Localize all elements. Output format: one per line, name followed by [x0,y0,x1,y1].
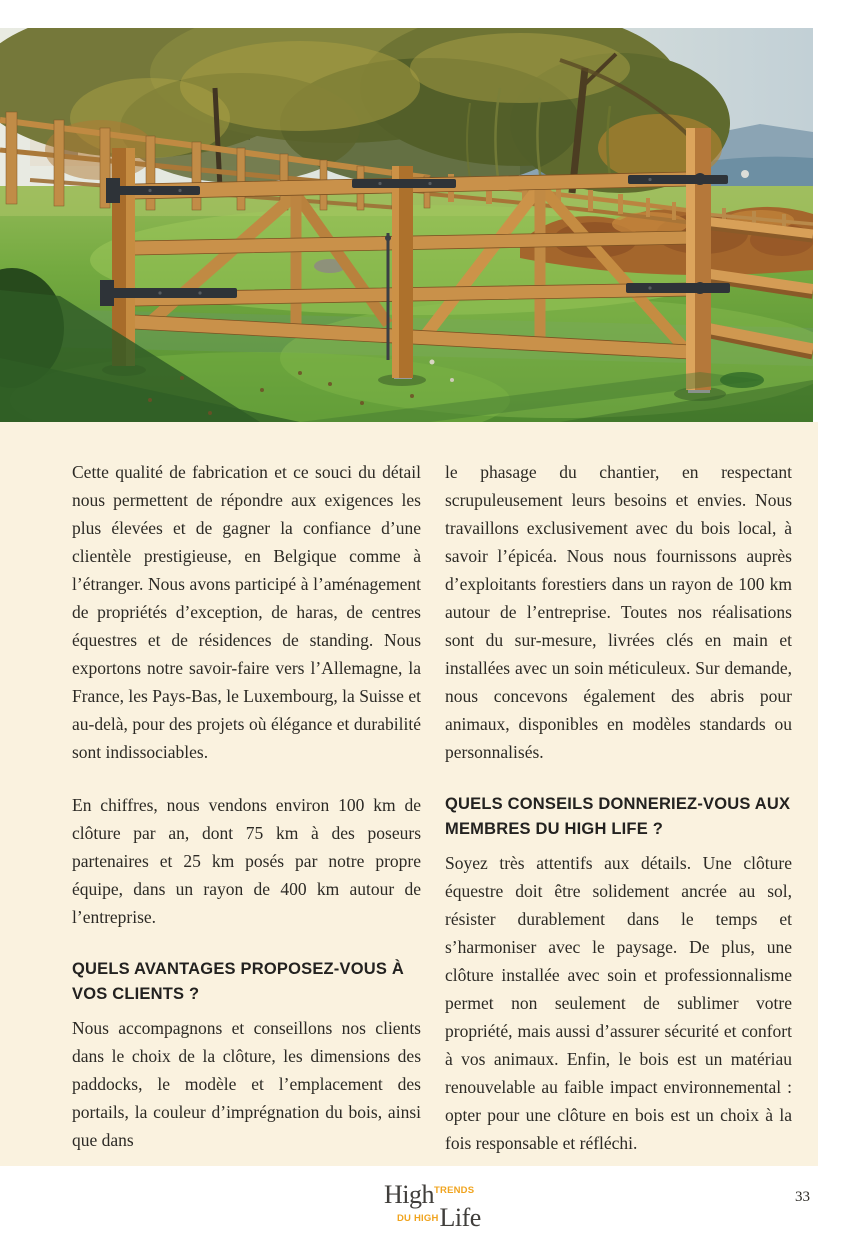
two-column-layout [72,458,818,1182]
body-paragraph: Soyez très attentifs aux détails. Une clôture équestre doit être solidement ancrée au sol, résister durablement dans le temps et s’harmoniser avec le paysage. De plus, une clôture installée avec soin et professionnalisme permet non seulement de sublimer votre propriété, mais aussi d’assurer sécurité et confort à vos animaux. Enfin, le bois est un matériau renouvelable au faible impact environnemental : opter pour une clôture en bois est un choix à la fois responsable et réfléchi. [445,853,792,1153]
question-heading: QUELS CONSEILS DONNERIEZ-VOUS AUX MEMBRES DU HIGH LIFE ? [445,795,791,838]
body-paragraph: le phasage du chantier, en respectant scrupuleusement leurs besoins et envies. Nous travaillons exclusivement avec du bois local, à savoir l’épicéa. Nous nous fournissons auprès d’exploitants forestiers dans un rayon de 100 km autour de l’entreprise. Toutes nos réalisations sont du sur-mesure, livrées clés en main et installées avec un soin méticuleux. Sur demande, nous concevons également des abris pour animaux, disponibles en modèles standards ou personnalisés. [445,462,792,762]
question-heading: QUELS AVANTAGES PROPOSEZ-VOUS À VOS CLIENTS ? [72,960,404,1003]
highlife-magazine-logo [384,1182,481,1231]
article-column-left [72,458,421,1182]
logo-word-du-high: DU HIGH [397,1213,439,1224]
logo-word-life: Life [439,1203,481,1232]
body-paragraph: En chiffres, nous vendons environ 100 km de clôture par an, dont 75 km à des poseurs partenaires et 25 km posés par notre propre équipe, dans un rayon de 400 km autour de l’entreprise. [72,795,421,927]
body-paragraph: Cette qualité de fabrication et ce souci du détail nous permettent de répondre aux exigences les plus élevées et de gagner la confiance d’une clientèle prestigieuse, en Belgique comme à l’étranger. Nous avons participé à l’aménagement de propriétés d’exception, de haras, de centres équestres et de résidences de standing. Nous exportons notre savoir-faire vers l’Allemagne, la France, les Pays-Bas, le Luxembourg, la Suisse et au-delà, pour des projets où élégance et durabilité sont indissociables. [72,462,421,762]
logo-word-high: High [384,1180,434,1209]
body-paragraph: Nous accompagnons et conseillons nos clients dans le choix de la clôture, les dimensions des paddocks, le modèle et l’emplacement des portails, la couleur d’imprégnation du bois, ainsi que dans [72,1018,421,1150]
article-column-right [445,458,792,1182]
mushroom [430,360,435,365]
page-number: 33 [795,1189,810,1205]
pasture-fence-photo-illustration [0,28,813,422]
article-body [0,422,818,1166]
mushroom [450,378,454,382]
hero-photo [0,28,813,422]
logo-word-trends: TRENDS [434,1185,475,1196]
